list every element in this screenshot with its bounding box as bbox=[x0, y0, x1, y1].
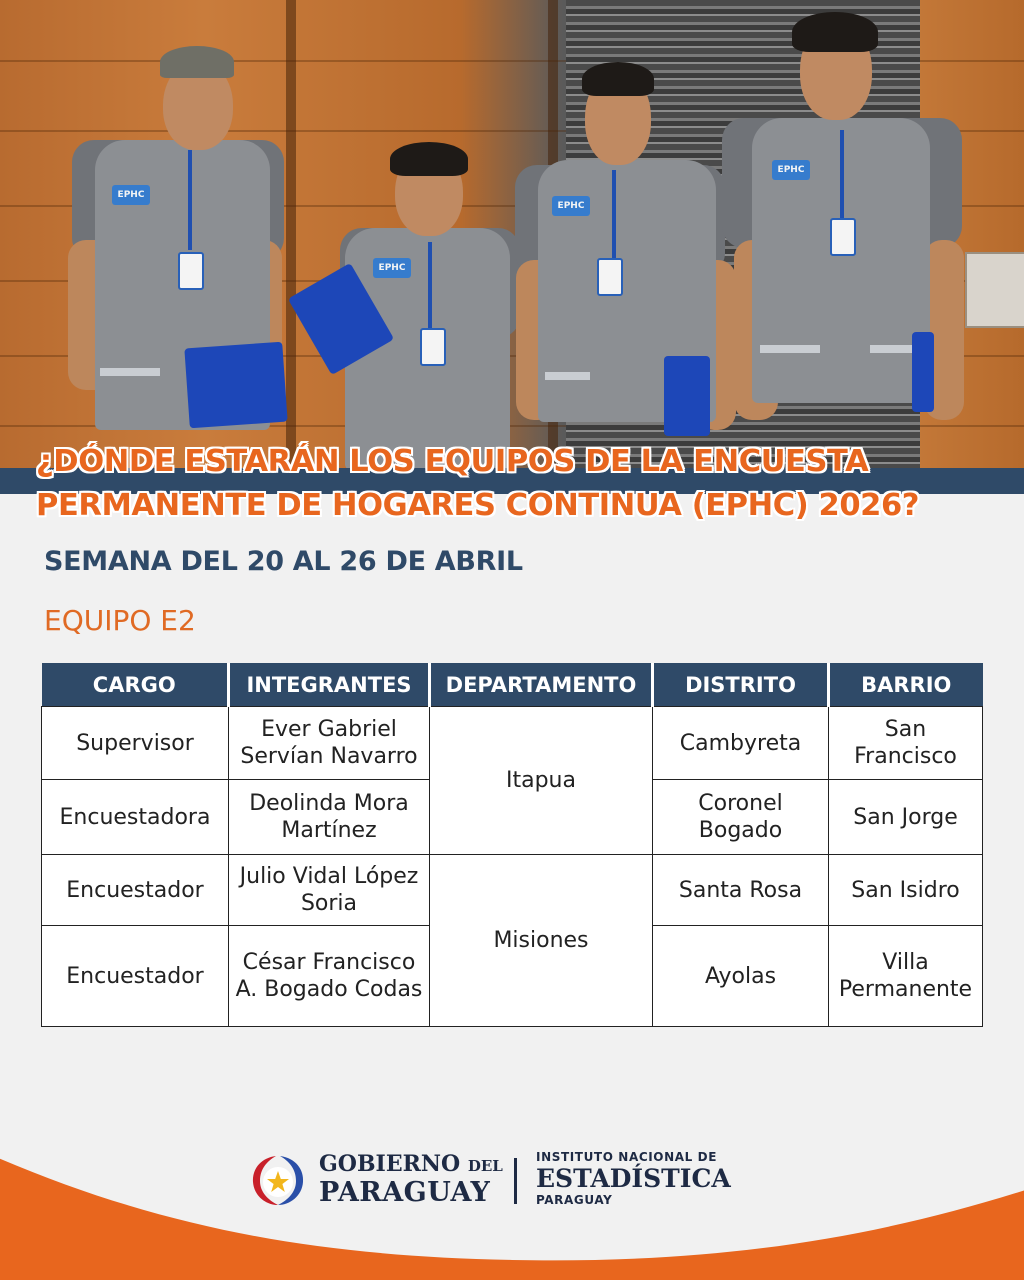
gov-text-del: DEL bbox=[467, 1157, 503, 1175]
distrito-cell: Santa Rosa bbox=[653, 855, 829, 926]
table-row bbox=[42, 855, 983, 926]
title-line-1: ¿DÓNDE ESTARÁN LOS EQUIPOS DE LA ENCUESTA bbox=[36, 444, 869, 479]
integrante-cell: Julio Vidal López Soria bbox=[229, 855, 430, 926]
logo-divider bbox=[514, 1158, 517, 1204]
gov-text-gobierno: GOBIERNO bbox=[319, 1151, 461, 1177]
door-frame bbox=[286, 0, 296, 470]
header-cargo: CARGO bbox=[42, 663, 229, 707]
page-title bbox=[36, 440, 996, 528]
wall-plaque bbox=[965, 252, 1024, 328]
team-label: EQUIPO E2 bbox=[44, 604, 196, 637]
cargo-cell: Encuestadora bbox=[42, 780, 229, 855]
header-distrito: DISTRITO bbox=[653, 663, 829, 707]
cargo-cell: Encuestador bbox=[42, 926, 229, 1027]
departamento-cell: Itapua bbox=[430, 707, 653, 855]
table-header-row bbox=[42, 663, 983, 707]
table-row bbox=[42, 707, 983, 780]
header-departamento: DEPARTAMENTO bbox=[430, 663, 653, 707]
integrante-cell: Deolinda Mora Martínez bbox=[229, 780, 430, 855]
gov-text-paraguay: PARAGUAY bbox=[319, 1177, 491, 1208]
distrito-cell: Cambyreta bbox=[653, 707, 829, 780]
ine-text-instituto: INSTITUTO NACIONAL DE bbox=[536, 1150, 718, 1164]
footer-wave bbox=[0, 1110, 1024, 1280]
barrio-cell: San Jorge bbox=[829, 780, 983, 855]
departamento-cell: Misiones bbox=[430, 855, 653, 1027]
ine-text-estadistica: ESTADÍSTICA bbox=[536, 1164, 731, 1193]
barrio-cell: Villa Permanente bbox=[829, 926, 983, 1027]
team-photo bbox=[0, 0, 1024, 470]
vest-logo-text: EPHC bbox=[777, 165, 805, 175]
ine-text-paraguay: PARAGUAY bbox=[536, 1193, 613, 1207]
barrio-cell: San Francisco bbox=[829, 707, 983, 780]
ine-logo-text bbox=[536, 1150, 731, 1207]
integrante-cell: Ever Gabriel Servían Navarro bbox=[229, 707, 430, 780]
schedule-table bbox=[41, 663, 983, 1027]
paraguay-seal-icon bbox=[248, 1152, 308, 1208]
title-line-2: PERMANENTE DE HOGARES CONTINUA (EPHC) 2026? bbox=[36, 488, 920, 523]
vest-logo-text: EPHC bbox=[378, 263, 406, 273]
gobierno-logo-text bbox=[319, 1151, 503, 1207]
vest-logo-text: EPHC bbox=[557, 201, 585, 211]
vest-logo-text: EPHC bbox=[117, 190, 145, 200]
cargo-cell: Supervisor bbox=[42, 707, 229, 780]
integrante-cell: César Francisco A. Bogado Codas bbox=[229, 926, 430, 1027]
distrito-cell: Ayolas bbox=[653, 926, 829, 1027]
week-subtitle: SEMANA DEL 20 AL 26 DE ABRIL bbox=[44, 546, 523, 577]
barrio-cell: San Isidro bbox=[829, 855, 983, 926]
cargo-cell: Encuestador bbox=[42, 855, 229, 926]
header-integrantes: INTEGRANTES bbox=[229, 663, 430, 707]
header-barrio: BARRIO bbox=[829, 663, 983, 707]
distrito-cell: Coronel Bogado bbox=[653, 780, 829, 855]
